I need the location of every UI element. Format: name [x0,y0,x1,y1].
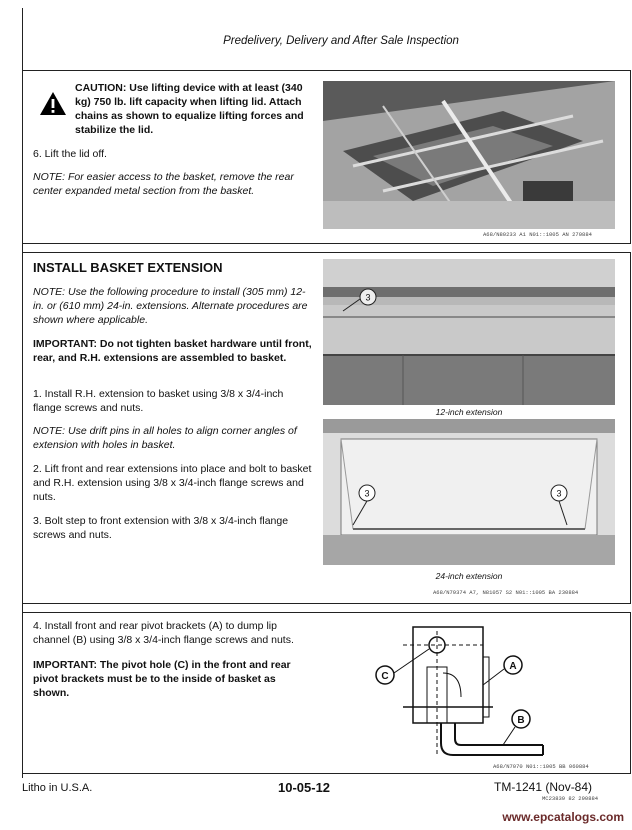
photo-12-inch-extension [323,259,615,405]
section-heading: INSTALL BASKET EXTENSION [33,260,223,275]
photo-ref-1: A68/N80233 A1 N01::1005 AN 270884 [483,231,592,238]
pivot-bracket-drawing [363,617,583,765]
caption-24-inch: 24-inch extension [435,571,503,581]
step-3: 3. Bolt step to front extension with 3/8 x 3/4-inch flange screws and nuts. [33,515,289,541]
important-hardware: IMPORTANT: Do not tighten basket hardware until front, rear, and R.H. extensions are assembled to basket. [33,338,312,364]
caution-text: CAUTION: Use lifting device with at least (340 kg) 750 lb. lift capacity when lifting lid. Attach chains as shown to equalize lifting forces and stabilize the lid. [75,82,304,136]
photo-ref-2: A68/N79374 A7, N81057 S2 N01::1005 BA 230884 [433,589,579,596]
callout-3-a: 3 [365,292,371,303]
caption-12-inch: 12-inch extension [435,407,503,417]
step-1: 1. Install R.H. extension to basket using 3/8 x 3/4-inch flange screws and nuts. [33,388,284,414]
footer-small-ref: MC23839 82 290884 [542,795,599,802]
page-header [0,35,632,47]
watermark: www.epcatalogs.com [502,810,624,824]
label-b: B [517,715,525,726]
note-expanded-metal: NOTE: For easier access to the basket, remove the rear center expanded metal section from the basket. [33,171,294,197]
drawing-ref: A68/N7070 N01::1005 BB 060884 [493,763,589,770]
section-install-basket-extension [22,252,631,604]
step-2: 2. Lift front and rear extensions into place and bolt to basket and R.H. extension using 3/8 x 3/4-inch flange screws and nuts. [33,463,312,503]
footer-tm-number: TM-1241 (Nov-84) [494,780,593,794]
warning-icon [39,91,67,116]
footer-litho: Litho in U.S.A. [22,782,93,794]
page-header-title: Predelivery, Delivery and After Sale Inspection [223,35,459,47]
step-4: 4. Install front and rear pivot brackets (A) to dump lip channel (B) using 3/8 x 3/4-inch flange screws and nuts. [33,620,294,646]
label-a: A [509,661,517,672]
callout-3-b: 3 [364,488,370,499]
step-6: 6. Lift the lid off. [33,148,107,160]
section-pivot-brackets [22,612,631,774]
section-lift-lid [22,70,631,244]
footer-page-number: 10-05-12 [278,780,331,795]
callout-3-c: 3 [556,488,562,499]
label-c: C [381,671,389,682]
note-procedure: NOTE: Use the following procedure to install (305 mm) 12-in. or (610 mm) 24-in. extensions. Alternate procedures are shown where applicable. [33,286,308,326]
photo-24-inch-extension [323,419,615,565]
lid-photo [323,81,615,229]
note-drift-pins: NOTE: Use drift pins in all holes to align corner angles of extension with holes in basket. [33,425,297,451]
important-pivot-hole: IMPORTANT: The pivot hole (C) in the front and rear pivot brackets must be to the inside of basket as shown. [33,659,291,699]
